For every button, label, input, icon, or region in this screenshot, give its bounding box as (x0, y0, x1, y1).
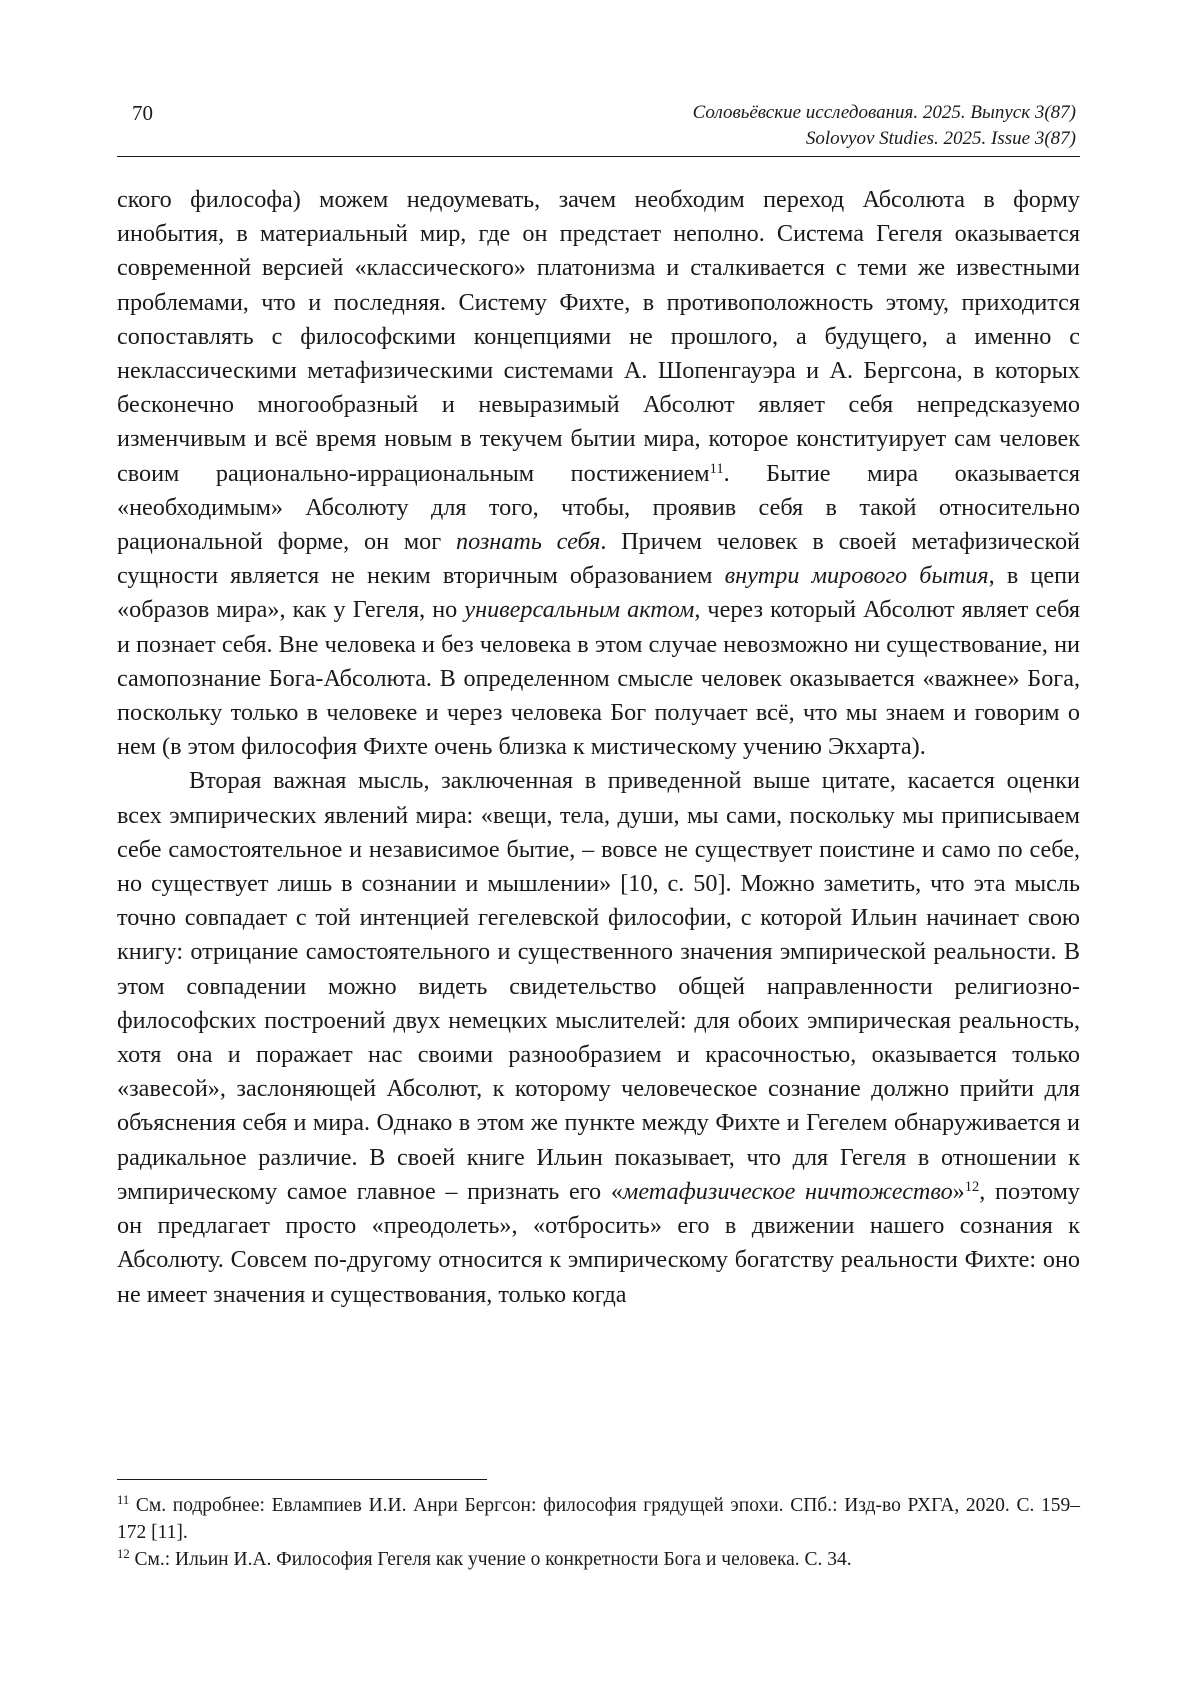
running-header (693, 100, 1076, 152)
footnote-number: 12 (117, 1547, 130, 1562)
footnotes (117, 1492, 1080, 1573)
footnote-rule (117, 1479, 487, 1480)
footnote-11 (117, 1492, 1080, 1546)
text-run: » (952, 1177, 965, 1205)
body-text (117, 183, 1080, 1312)
page-number: 70 (132, 101, 153, 125)
text-run: . Бытие мира оказывается «необходимым» Абсолюту для того, чтобы, проявив себя в такой относительно рациональной форме, он мог (117, 459, 1080, 556)
text-run: , в цепи «образов мира», как у Гегеля, но (117, 562, 1081, 624)
footnote-text: См. подробнее: Евлампиев И.И. Анри Бергсон: философия грядущей эпохи. СПб.: Изд-во РХГА, 2020. С. 159–172 [11]. (117, 1495, 1080, 1543)
footnote-ref-11[interactable]: 11 (709, 460, 724, 477)
text-run: ского философа) можем недоумевать, зачем необходим переход Абсолюта в форму инобытия, в материальный мир, где он предстает неполно. Система Гегеля оказывается современной версией «классического» платонизма и сталкивается с теми же известными проблемами, что и последняя. Систему Фихте, в противоположность этому, приходится сопоставлять с философскими концепциями не прошлого, а будущего, а именно с неклассическими метафизическими системами А. Шопенгауэра и А. Бергсона, в которых бесконечно многообразный и невыразимый Абсолют являет себя непредсказуемо изменчивым и всё время новым в текучем бытии мира, которое конституирует сам человек своим рационально-иррациональным постижением (117, 186, 1080, 487)
header-rule (117, 156, 1080, 157)
text-run: , поэтому он предлагает просто «преодолеть», «отбросить» его в движении нашего сознания к Абсолюту. Совсем по-другому относится к эмпирическому богатству реальности Фихте: оно не имеет значения и существования, только когда (117, 1177, 1080, 1308)
footnote-ref-12[interactable]: 12 (964, 1178, 980, 1195)
footnote-12 (117, 1546, 1080, 1573)
emphasis: познать себя (455, 528, 601, 556)
journal-title-ru: Соловьёвские исследования. 2025. Выпуск 3(87) (692, 102, 1076, 123)
text-run: . Причем человек в своей метафизической сущности является не неким вторичным образованием (117, 528, 1080, 590)
journal-title-en: Solovyov Studies. 2025. Issue 3(87) (805, 128, 1076, 149)
emphasis: метафизическое ничтожество (622, 1177, 953, 1205)
footnote-text: См.: Ильин И.А. Философия Гегеля как учение о конкретности Бога и человека. С. 34. (129, 1549, 852, 1570)
paragraph-continued (117, 183, 1080, 764)
emphasis: внутри мирового бытия (724, 562, 989, 590)
emphasis: универсальным актом (464, 596, 695, 624)
footnote-number: 11 (117, 1493, 130, 1508)
text-run: , через который Абсолют являет себя и познает себя. Вне человека и без человека в этом случае невозможно ни существование, ни самопознание Бога-Абсолюта. В определенном смысле человек оказывается «важнее» Бога, поскольку только в человеке и через человека Бог получает всё, что мы знаем и говорим о нем (в этом философия Фихте очень близка к мистическому учению Экхарта). (117, 596, 1080, 761)
paragraph (117, 764, 1080, 1311)
text-run: Вторая важная мысль, заключенная в приведенной выше цитате, касается оценки всех эмпирических явлений мира: «вещи, тела, души, мы сами, поскольку мы приписываем себе самостоятельное и независимое бытие, – вовсе не существует поистине и само по себе, но существует лишь в сознании и мышлении» [10, с. 50]. Можно заметить, что эта мысль точно совпадает с той интенцией гегелевской философии, с которой Ильин начинает свою книгу: отрицание самостоятельного и существенного значения эмпирической реальности. В этом совпадении можно видеть свидетельство общей направленности религиозно-философских построений двух немецких мыслителей: для обоих эмпирическая реальность, хотя она и поражает нас своими разнообразием и красочностью, оказывается только «завесой», заслоняющей Абсолют, к которому человеческое сознание должно прийти для объяснения себя и мира. Однако в этом же пункте между Фихте и Гегелем обнаруживается и радикальное различие. В своей книге Ильин показывает, что для Гегеля в отношении к эмпирическому самое главное – признать его « (117, 767, 1080, 1205)
